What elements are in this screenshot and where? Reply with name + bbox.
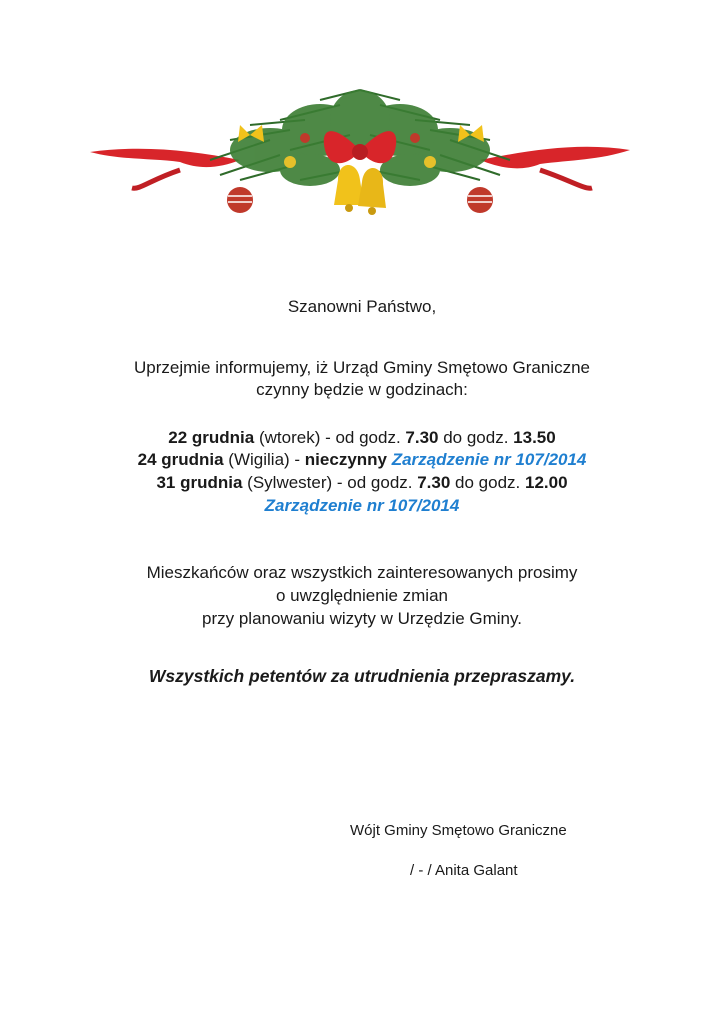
schedule-date: 31 grudnia xyxy=(156,473,243,492)
christmas-garland-icon xyxy=(80,80,640,240)
signature-title: Wójt Gminy Smętowo Graniczne xyxy=(350,822,567,839)
schedule-day: (Sylwester) - od godz. xyxy=(242,473,418,492)
schedule-date: 24 grudnia xyxy=(137,450,224,469)
schedule-to: 13.50 xyxy=(513,428,556,447)
signature-name: / - / Anita Galant xyxy=(410,862,518,879)
regulation-link[interactable]: Zarządzenie nr 107/2014 xyxy=(264,496,460,515)
schedule-status: nieczynny xyxy=(304,450,387,469)
schedule-day: (Wigilia) - xyxy=(223,450,305,469)
regulation-link[interactable]: Zarządzenie nr 107/2014 xyxy=(387,450,587,469)
schedule-row xyxy=(0,450,724,470)
notice-line-3: przy planowaniu wizyty w Urzędzie Gminy. xyxy=(202,609,522,628)
schedule-date: 22 grudnia xyxy=(168,428,255,447)
schedule-from: 7.30 xyxy=(405,428,439,447)
intro-line-1: Uprzejmie informujemy, iż Urząd Gminy Smętowo Graniczne xyxy=(134,358,590,377)
schedule-link-row xyxy=(0,496,724,516)
intro-line-2: czynny będzie w godzinach: xyxy=(256,380,468,399)
schedule-row xyxy=(0,473,724,493)
notice-line-1: Mieszkańców oraz wszystkich zainteresowanych prosimy xyxy=(146,563,578,582)
schedule-from: 7.30 xyxy=(417,473,451,492)
schedule-row xyxy=(0,428,724,448)
schedule-to-label: do godz. xyxy=(438,428,514,447)
notice-line-2: o uwzględnienie zmian xyxy=(276,586,448,605)
apology: Wszystkich petentów za utrudnienia przepraszamy. xyxy=(148,666,576,686)
schedule-to-label: do godz. xyxy=(450,473,525,492)
greeting: Szanowni Państwo, xyxy=(287,297,437,316)
schedule-day: (wtorek) - od godz. xyxy=(254,428,406,447)
schedule-to: 12.00 xyxy=(524,473,568,492)
